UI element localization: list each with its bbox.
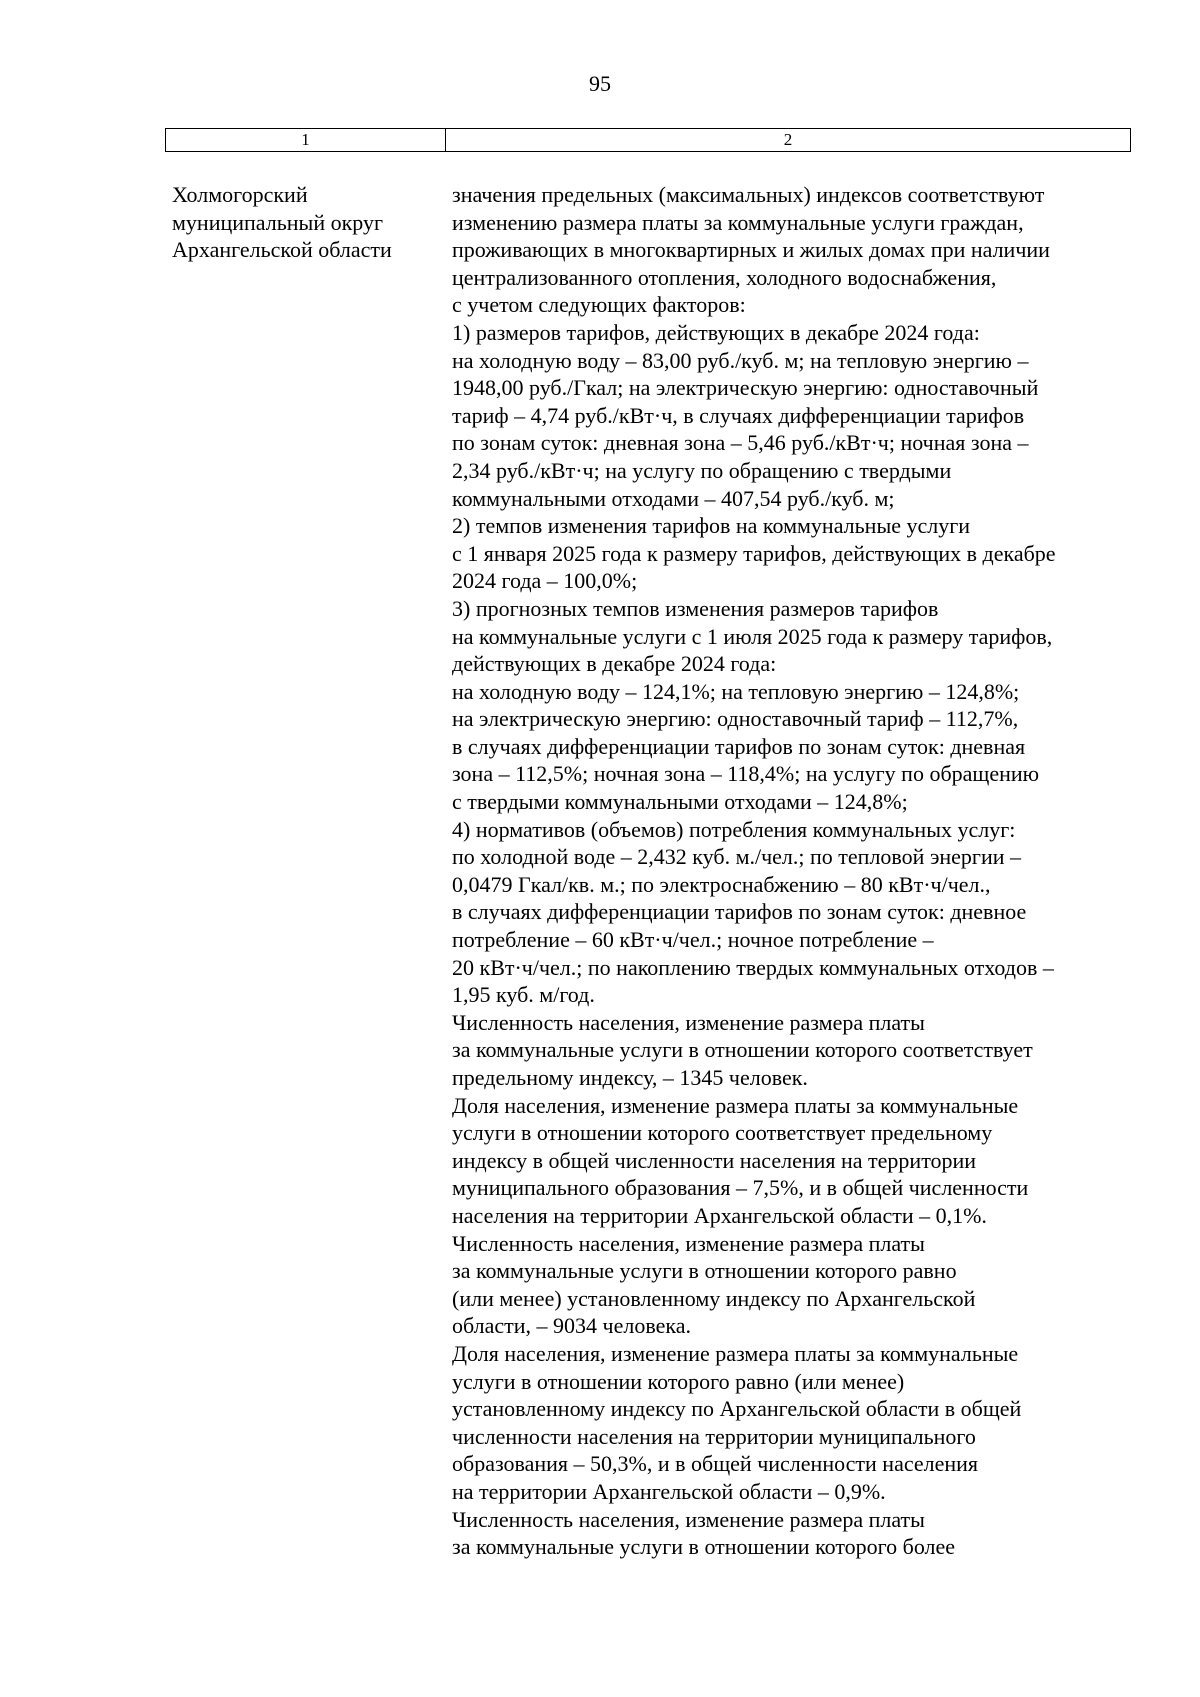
region-line: муниципальный округ [172, 209, 384, 235]
description-line: централизованного отопления, холодного водоснабжения, [452, 264, 997, 290]
description-line: муниципального образования – 7,5%, и в общей численности [452, 1175, 1029, 1201]
description-line: на холодную воду – 83,00 руб./куб. м; на тепловую энергию – [452, 347, 1029, 373]
description-line: населения на территории Архангельской области – 0,1%. [452, 1202, 987, 1228]
description-line: с учетом следующих факторов: [452, 292, 746, 318]
description-line: Доля населения, изменение размера платы за коммунальные [452, 1340, 1019, 1366]
table-header-col-1: 1 [166, 129, 446, 151]
description-line: зона – 112,5%; ночная зона – 118,4%; на услугу по обращению [452, 761, 1040, 787]
description-line: потребление – 60 кВт·ч/чел.; ночное потребление – [452, 927, 934, 953]
description-line: 20 кВт·ч/чел.; по накоплению твердых коммунальных отходов – [452, 954, 1054, 980]
region-line: Холмогорский [172, 182, 308, 207]
description-line: в случаях дифференциации тарифов по зонам суток: дневная [452, 733, 1026, 759]
description-line: индексу в общей численности населения на территории [452, 1147, 977, 1173]
description-line: образования – 50,3%, и в общей численности населения [452, 1451, 979, 1477]
description-cell [452, 181, 1132, 1561]
description-line: 2) темпов изменения тарифов на коммунальные услуги [452, 513, 971, 539]
description-line: действующих в декабре 2024 года: [452, 651, 777, 677]
region-line: Архангельской области [172, 237, 392, 263]
description-line: изменению размера платы за коммунальные услуги граждан, [452, 209, 1024, 235]
description-line: 0,0479 Гкал/кв. м.; по электроснабжению – 80 кВт·ч/чел., [452, 871, 991, 897]
description-line: коммунальными отходами – 407,54 руб./куб. м; [452, 485, 895, 511]
page-number: 95 [589, 71, 611, 96]
description-line: Численность населения, изменение размера платы [452, 1230, 925, 1256]
description-line: 2024 года – 100,0%; [452, 568, 638, 594]
description-line: установленному индексу по Архангельской области в общей [452, 1396, 1022, 1422]
description-line: Численность населения, изменение размера платы [452, 1506, 925, 1532]
description-line: 1) размеров тарифов, действующих в декабре 2024 года: [452, 319, 980, 345]
description-line: тариф – 4,74 руб./кВт·ч, в случаях дифференциации тарифов [452, 402, 1025, 428]
description-line: численности населения на территории муниципального [452, 1423, 976, 1449]
description-line: (или менее) установленному индексу по Архангельской [452, 1285, 976, 1311]
description-line: на электрическую энергию: одноставочный тариф – 112,7%, [452, 706, 1019, 732]
description-line: за коммунальные услуги в отношении которого более [452, 1534, 956, 1560]
description-line: за коммунальные услуги в отношении которого равно [452, 1258, 957, 1284]
description-line: Доля населения, изменение размера платы за коммунальные [452, 1092, 1019, 1118]
region-cell [172, 181, 442, 264]
description-line: в случаях дифференциации тарифов по зонам суток: дневное [452, 899, 1027, 925]
description-line: 1948,00 руб./Гкал; на электрическую энергию: одноставочный [452, 375, 1039, 401]
description-line: 1,95 куб. м/год. [452, 982, 595, 1008]
description-line: проживающих в многоквартирных и жилых домах при наличии [452, 237, 1050, 263]
description-line: с 1 января 2025 года к размеру тарифов, действующих в декабре [452, 540, 1056, 566]
description-line: на холодную воду – 124,1%; на тепловую энергию – 124,8%; [452, 678, 1020, 704]
description-line: по зонам суток: дневная зона – 5,46 руб./кВт·ч; ночная зона – [452, 430, 1029, 456]
description-line: на коммунальные услуги с 1 июля 2025 года к размеру тарифов, [452, 623, 1053, 649]
description-line: Численность населения, изменение размера платы [452, 1009, 925, 1035]
description-line: 3) прогнозных темпов изменения размеров тарифов [452, 595, 939, 621]
table-header-row [165, 128, 1131, 152]
description-line: услуги в отношении которого соответствует предельному [452, 1120, 993, 1146]
description-line: предельному индексу, – 1345 человек. [452, 1065, 808, 1090]
table-header-col-2: 2 [783, 130, 793, 149]
description-line: значения предельных (максимальных) индексов соответствуют [452, 182, 1045, 207]
description-line: с твердыми коммунальными отходами – 124,8%; [452, 789, 908, 815]
description-line: на территории Архангельской области – 0,9%. [452, 1478, 886, 1504]
description-line: услуги в отношении которого равно (или менее) [452, 1368, 905, 1394]
description-line: 4) нормативов (объемов) потребления коммунальных услуг: [452, 816, 1016, 842]
description-line: за коммунальные услуги в отношении которого соответствует [452, 1037, 1033, 1063]
description-line: по холодной воде – 2,432 куб. м./чел.; по тепловой энергии – [452, 844, 1021, 870]
description-line: области, – 9034 человека. [452, 1313, 691, 1339]
description-line: 2,34 руб./кВт·ч; на услугу по обращению с твердыми [452, 457, 952, 483]
